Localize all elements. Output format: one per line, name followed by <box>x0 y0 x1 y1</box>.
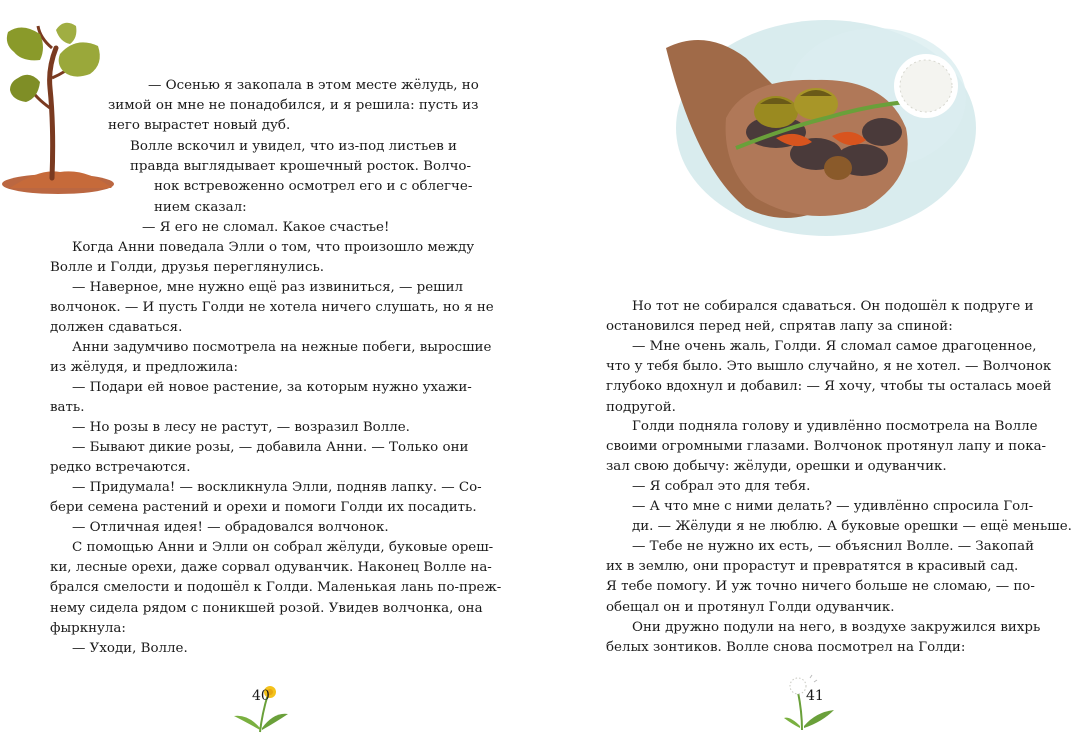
text-line: обещал он и протянул Голди одуванчик. <box>606 599 895 615</box>
text-line: вать. <box>50 400 85 416</box>
right-page <box>506 0 1072 736</box>
text-line: Волле вскочил и увидел, что из-под листьев и <box>130 139 457 154</box>
text-line: С помощью Анни и Элли он собрал жёлуди, буковые ореш- <box>72 540 494 555</box>
text-line: из жёлудя, и предложила: <box>50 360 238 376</box>
text-line: Но тот не собирался сдаваться. Он подошёл к подруге и <box>632 299 1034 314</box>
text-line: остановился перед ней, спрятав лапу за спиной: <box>606 319 953 335</box>
text-line: глубоко вдохнул и добавил: — Я хочу, чтобы ты осталась моей <box>606 379 1052 395</box>
text-line: — Мне очень жаль, Голди. Я сломал самое драгоценное, <box>632 339 1037 354</box>
text-line: Голди подняла голову и удивлённо посмотрела на Волле <box>632 419 1038 434</box>
text-line: должен сдаваться. <box>50 320 183 336</box>
text-line: — Но розы в лесу не растут, — возразил Волле. <box>72 420 410 435</box>
text-line: ди. — Жёлуди я не люблю. А буковые орешки — ещё меньше. <box>632 519 1072 535</box>
text-line: Волле и Голди, друзья переглянулись. <box>50 260 324 276</box>
page-number: 40 <box>252 688 270 704</box>
text-line: волчонок. — И пусть Голди не хотела ничего слушать, но я не <box>50 300 494 316</box>
text-line: правда выглядывает крошечный росток. Волчо- <box>130 159 472 175</box>
text-line: их в землю, они прорастут и превратятся в красивый сад. <box>606 559 1019 575</box>
text-line: ки, лесные орехи, даже сорвал одуванчик. Наконец Волле на- <box>50 560 492 576</box>
text-line: подругой. <box>606 399 676 415</box>
text-line: зимой он мне не понадобился, и я решила: пусть из <box>108 98 479 114</box>
text-line: — Бывают дикие розы, — добавила Анни. — Только они <box>72 440 469 455</box>
text-line: — А что мне с ними делать? — удивлённо спросила Гол- <box>632 499 1034 514</box>
oak-sapling-illustration <box>0 18 120 198</box>
text-line: Я тебе помогу. И уж точно ничего больше не сломаю, — по- <box>606 579 1035 595</box>
text-line: нему сидела рядом с поникшей розой. Увидев волчонка, она <box>50 600 483 616</box>
text-line: белых зонтиков. Волле снова посмотрел на Голди: <box>606 640 966 656</box>
text-line: — Подари ей новое растение, за которым нужно ухажи- <box>72 380 472 395</box>
text-line: Они дружно подули на него, в воздухе закружился вихрь <box>632 620 1041 635</box>
text-line: — Я его не сломал. Какое счастье! <box>142 220 390 235</box>
text-line: фыркнула: <box>50 620 126 636</box>
text-line: брался смелости и подошёл к Голди. Маленькая лань по-преж- <box>50 580 502 596</box>
text-line: нием сказал: <box>154 199 247 215</box>
text-line: — Осенью я закопала в этом месте жёлудь, но <box>148 78 479 93</box>
text-line: — Уходи, Волле. <box>72 641 188 656</box>
text-line: Анни задумчиво посмотрела на нежные побеги, выросшие <box>72 340 492 355</box>
left-page <box>0 0 506 736</box>
text-line: нок встревоженно осмотрел его и с облегче- <box>154 179 473 195</box>
text-line: что у тебя было. Это вышло случайно, я не хотел. — Волчонок <box>606 359 1052 375</box>
text-line: своими огромными глазами. Волчонок протянул лапу и пока- <box>606 439 1047 455</box>
text-line: Когда Анни поведала Элли о том, что произошло между <box>72 240 475 255</box>
text-line: — Придумала! — воскликнула Элли, подняв лапку. — Со- <box>72 480 482 495</box>
text-line: бери семена растений и орехи и помоги Голди их посадить. <box>50 500 477 516</box>
text-line: — Отличная идея! — обрадовался волчонок. <box>72 520 389 535</box>
text-line: — Тебе не нужно их есть, — объяснил Волле. — Закопай <box>632 539 1035 554</box>
text-line: — Наверное, мне нужно ещё раз извиниться, — решил <box>72 280 464 295</box>
text-line: — Я собрал это для тебя. <box>632 479 811 494</box>
text-line: него вырастет новый дуб. <box>108 118 291 134</box>
page-number: 41 <box>806 688 824 704</box>
paw-with-acorns-illustration <box>626 8 986 258</box>
text-line: зал свою добычу: жёлуди, орешки и одуванчик. <box>606 459 947 475</box>
text-line: редко встречаются. <box>50 460 191 476</box>
